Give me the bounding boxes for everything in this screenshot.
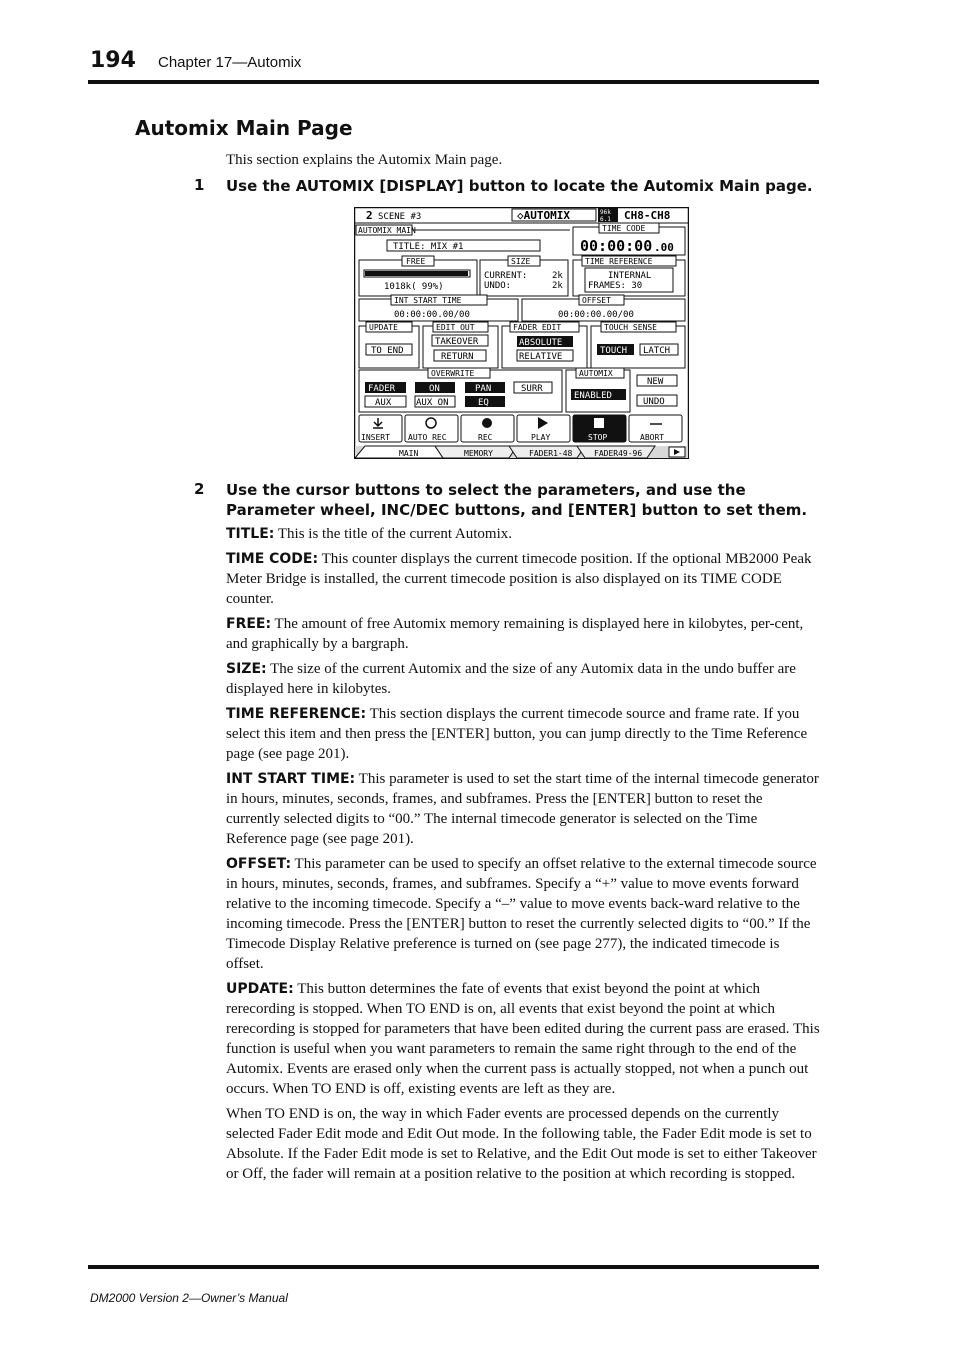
auto-rec-button[interactable] [405, 415, 458, 442]
new-label: NEW [647, 377, 664, 387]
insert-button[interactable] [359, 415, 402, 442]
overwrite-aux-on-label: AUX ON [416, 398, 449, 408]
overwrite-eq-label: EQ [478, 398, 489, 408]
undo-label: UNDO [643, 397, 665, 407]
return-label: RETURN [441, 352, 474, 362]
step-number: 1 [194, 176, 205, 194]
param-free: FREE: The amount of free Automix memory remaining is displayed here in kilobytes, per-cent, and graphically by a bargraph. [226, 616, 804, 652]
play-label: PLAY [531, 433, 551, 442]
free-bargraph-fill [365, 271, 468, 276]
page-tabs [355, 446, 688, 458]
time-code-label: TIME CODE [602, 224, 646, 233]
intro-text: This section explains the Automix Main page. [226, 152, 503, 168]
tab-memory-label: MEMORY [464, 449, 493, 458]
time-code-value: 00:00:00 [580, 237, 653, 255]
to-end-label: TO END [371, 346, 404, 356]
free-value: 1018k( 99%) [384, 282, 444, 292]
automix-mode-label: ◇AUTOMIX [517, 209, 570, 222]
auto-rec-label: AUTO REC [408, 433, 447, 442]
stop-button[interactable] [573, 415, 626, 442]
touch-sense-label: TOUCH SENSE [604, 323, 657, 332]
int-start-time-label: INT START TIME [394, 296, 462, 305]
size-undo-label: UNDO: [484, 281, 512, 291]
offset-value[interactable]: 00:00:00.00/00 [558, 310, 634, 320]
scene-number: 2 [366, 209, 373, 222]
insert-label: INSERT [361, 433, 390, 442]
time-code-frames: .00 [654, 241, 674, 254]
rec-label: REC [478, 433, 493, 442]
page-number: 194 [90, 48, 136, 73]
int-start-time-value[interactable]: 00:00:00.00/00 [394, 310, 470, 320]
free-label: FREE [406, 257, 426, 266]
size-current-label: CURRENT: [484, 271, 528, 281]
sample-rate: 96k [600, 209, 611, 216]
overwrite-fader-label: FADER [368, 384, 396, 394]
edit-out-label: EDIT OUT [436, 323, 475, 332]
parameter-descriptions [226, 524, 820, 1189]
sample-rate-sub: 6.1 [600, 216, 611, 223]
time-reference-label: TIME REFERENCE [585, 257, 653, 266]
overwrite-aux-label: AUX [375, 398, 392, 408]
automix-label: AUTOMIX [579, 369, 613, 378]
tab-main[interactable] [355, 446, 443, 458]
param-title: TITLE: This is the title of the current Automix. [226, 526, 513, 542]
transport-buttons [359, 415, 682, 442]
footer-text: DM2000 Version 2—Owner’s Manual [90, 1291, 288, 1305]
tab-next-arrow[interactable] [669, 447, 685, 457]
time-reference-source: INTERNAL [608, 271, 652, 281]
stop-icon [594, 418, 604, 428]
size-label: SIZE [511, 257, 531, 266]
takeover-label: TAKEOVER [435, 337, 479, 347]
relative-label: RELATIVE [519, 352, 563, 362]
play-button[interactable] [517, 415, 570, 442]
param-int-start-time: INT START TIME: This parameter is used to set the start time of the internal timecode generator in hours, minutes, seconds, frames, and subframes. Press the [ENTER] button to reset the currently selected digits to “00.” The internal timecode generator is selected on the Time Reference page (see page 201). [226, 771, 819, 847]
param-offset: OFFSET: This parameter can be used to specify an offset relative to the external timecode source in hours, minutes, seconds, frames, and subframes. Specify a “+” value to move events forward relative to the incoming timecode. Specify a “–” value to move events back-ward relative to the incoming timecode. Press the [ENTER] button to reset the currently selected digits to “00.” If the Timecode Display Relative preference is turned on (see page 277), the indicated timecode is offset. [226, 856, 817, 972]
rec-icon [482, 418, 492, 428]
touch-label: TOUCH [600, 346, 628, 356]
step-number: 2 [194, 480, 205, 498]
stop-label: STOP [588, 433, 608, 442]
size-undo-value: 2k [552, 281, 563, 291]
section-title: Automix Main Page [135, 116, 353, 140]
absolute-label: ABSOLUTE [519, 338, 563, 348]
abort-label: ABORT [640, 433, 665, 442]
overwrite-surr-label: SURR [521, 384, 543, 394]
tab-fader49-96[interactable] [577, 446, 655, 458]
step-text: Use the AUTOMIX [DISPLAY] button to locate the Automix Main page. [226, 177, 813, 195]
tab-fader1-48[interactable] [509, 446, 585, 458]
param-time-code: TIME CODE: This counter displays the current timecode position. If the optional MB2000 Peak Meter Bridge is installed, the current timecode position is also displayed on its TIME CODE counter. [226, 551, 812, 607]
fader-edit-label: FADER EDIT [513, 323, 562, 332]
overwrite-on-label: ON [429, 384, 440, 394]
overwrite-pan-label: PAN [475, 384, 492, 394]
tab-memory[interactable] [435, 446, 517, 458]
automix-main-screen [354, 207, 689, 459]
abort-button[interactable] [629, 415, 682, 442]
offset-label: OFFSET [582, 296, 611, 305]
tab-fader49-96-label: FADER49-96 [594, 449, 643, 458]
title-field-text: TITLE: MIX #1 [393, 242, 464, 252]
param-size: SIZE: The size of the current Automix and the size of any Automix data in the undo buffer are displayed here in kilobytes. [226, 661, 796, 697]
page-header [88, 46, 819, 84]
time-reference-frames: FRAMES: 30 [588, 281, 643, 291]
tab-main-label: MAIN [399, 449, 419, 458]
size-current-value: 2k [552, 271, 563, 281]
footer-rule [88, 1265, 819, 1269]
tab-fader1-48-label: FADER1-48 [529, 449, 573, 458]
latch-label: LATCH [643, 346, 671, 356]
overwrite-label: OVERWRITE [431, 369, 475, 378]
rec-button[interactable] [461, 415, 514, 442]
chapter-title: Chapter 17—Automix [158, 54, 302, 71]
step-text: Use the cursor buttons to select the parameters, and use the Parameter wheel, INC/DEC buttons, and [ENTER] button to set them. [226, 481, 808, 519]
scene-label: SCENE #3 [378, 212, 422, 222]
param-time-reference: TIME REFERENCE: This section displays the current timecode source and frame rate. If you select this item and then press the [ENTER] button, you can jump directly to the Time Reference page (see page 201). [226, 706, 808, 762]
update-label: UPDATE [369, 323, 398, 332]
channel-label: CH8-CH8 [624, 209, 671, 222]
closing-paragraph: When TO END is on, the way in which Fader events are processed depends on the currently selected Fader Edit mode and Edit Out mode. In the following table, the Fader Edit mode is set to Absolute. If the Fader Edit mode is set to Relative, and the Edit Out mode is set to either Takeover or Off, the fader will remain at a position relative to the position at which recording is stopped. [226, 1106, 817, 1182]
param-update: UPDATE: This button determines the fate of events that exist beyond the point at which rerecording is stopped. When TO END is on, all events that exist beyond the point at which rerecording is stopped for parameters that have been edited during the current pass are erased. This function is useful when you want parameters to remain the same right through to the end of the Automix. Events are erased only when the current pass is actually stopped, not when a punch out occurs. When TO END is off, existing events are left as they are. [226, 981, 820, 1097]
page-label: AUTOMIX MAIN [358, 226, 416, 235]
enabled-label: ENABLED [574, 391, 612, 401]
